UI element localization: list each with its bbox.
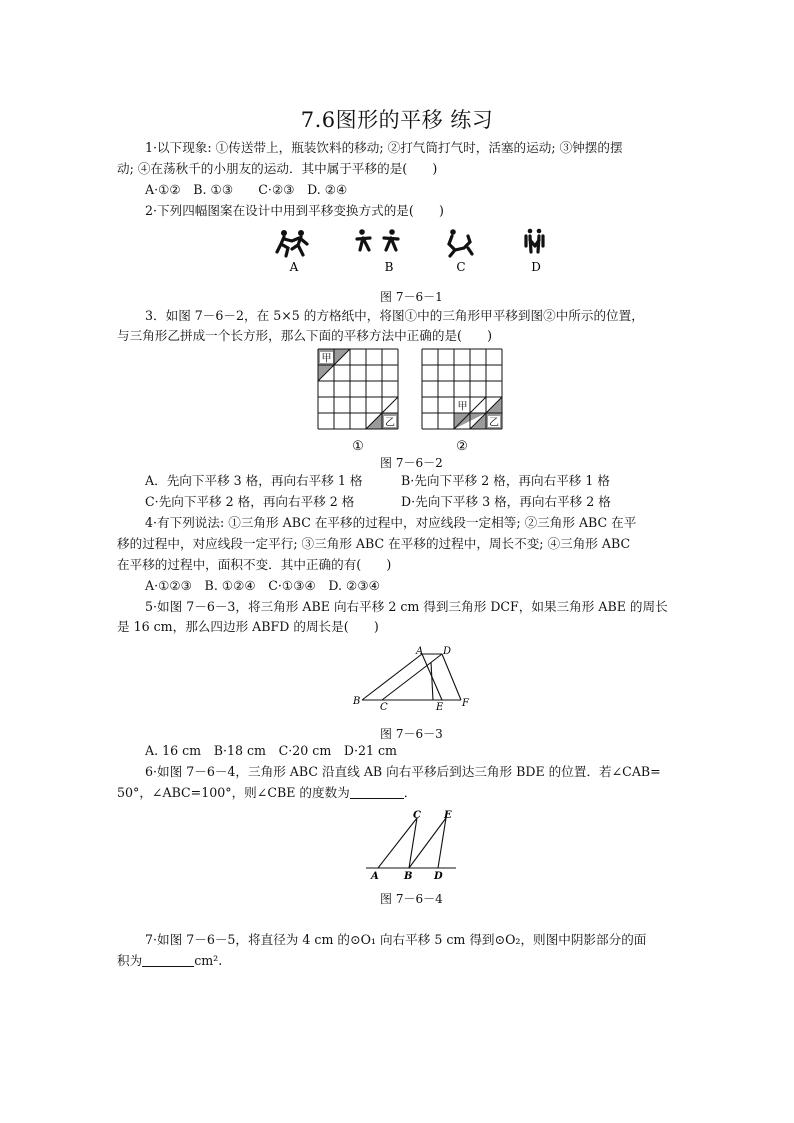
- triangle-jia-label: 甲: [321, 353, 332, 365]
- q6-point-a-label: A: [371, 871, 379, 882]
- q3-option-a: A．先向下平移 3 格，再向右平移 1 格: [145, 473, 363, 488]
- point-b-label: B: [353, 696, 361, 707]
- q6-line2-end: ．: [403, 785, 417, 800]
- pattern-c-icon: [449, 229, 472, 256]
- q6-answer-blank[interactable]: [350, 786, 404, 799]
- q6-point-c-label: C: [413, 810, 421, 821]
- q5-line1: 5·如图 7－6－3，将三角形 ABE 向右平移 2 cm 得到三角形 DCF，如果三角形 ABE 的周长: [145, 599, 668, 614]
- grid-figure-1: [318, 349, 398, 454]
- point-d-label: D: [443, 646, 452, 657]
- q6-line2: [117, 785, 416, 801]
- q1-options: A·①② B. ①③ C·②③ D. ②④: [145, 182, 348, 197]
- q1-line1: 1·以下现象: ①传送带上，瓶装饮料的移动; ②打气筒打气时，活塞的运动; ③钟摆的摆: [145, 140, 623, 155]
- q7-line1: 7·如图 7－6－5，将直径为 4 cm 的⊙O₁ 向右平移 5 cm 得到⊙O₂，则图中阴影部分的面: [145, 932, 647, 947]
- pattern-a-icon: [277, 230, 307, 256]
- figure-7-6-4: [360, 806, 460, 882]
- q1-line2: 动; ④在荡秋千的小朋友的运动．其中属于平移的是( ): [117, 161, 438, 176]
- point-c-label: C: [380, 702, 388, 713]
- q4-line1: 4·有下列说法: ①三角形 ABC 在平移的过程中，对应线段一定相等; ②三角形 ABC 在平: [145, 515, 637, 530]
- q3-grid-figures: [312, 344, 512, 454]
- translated-jia-label: 甲: [457, 401, 468, 413]
- q7-answer-blank[interactable]: [142, 954, 194, 967]
- figure-caption-7-6-2: 图 7－6－2: [380, 456, 443, 470]
- q3-line2: 与三角形乙拼成一个长方形，那么下面的平移方法中正确的是( ): [117, 328, 493, 343]
- q6-point-e-label: E: [444, 810, 452, 821]
- grid-figure-2: [422, 349, 502, 454]
- pattern-label-b: B: [384, 260, 394, 274]
- grid-2-label: ②: [456, 439, 468, 454]
- q5-options: A. 16 cm B·18 cm C·20 cm D·21 cm: [145, 743, 397, 758]
- q4-options: A·①②③ B. ①②④ C·①③④ D. ②③④: [145, 578, 380, 593]
- pattern-label-a: A: [289, 260, 299, 274]
- pattern-label-d: D: [531, 260, 541, 274]
- page-title: 7.6图形的平移 练习: [300, 108, 494, 132]
- q5-line2: 是 16 cm，那么四边形 ABFD 的周长是( ): [117, 619, 379, 634]
- q6-line1: 6·如图 7－6－4，三角形 ABC 沿直线 AB 向右平移后到达三角形 BDE 的位置．若∠CAB=: [145, 764, 661, 779]
- point-e-label: E: [436, 702, 444, 713]
- q6-point-d-label: D: [434, 871, 443, 882]
- grid-1-label: ①: [352, 439, 364, 454]
- figure-7-6-3: [345, 642, 480, 714]
- q7-line2-text: 积为: [117, 953, 143, 968]
- q7-line2: [117, 953, 222, 969]
- q3-option-c: C·先向下平移 2 格，再向右平移 2 格: [145, 494, 355, 509]
- q6-point-b-label: B: [404, 871, 413, 882]
- triangle-yi-label: 乙: [385, 417, 395, 429]
- translated-yi-label: 乙: [489, 417, 499, 429]
- point-a-label: A: [416, 646, 424, 657]
- figure-caption-7-6-3: 图 7－6－3: [380, 727, 443, 741]
- q4-line3: 在平移的过程中，面积不变．其中正确的有( ): [117, 557, 392, 572]
- q4-line2: 移的过程中，对应线段一定平行; ③三角形 ABC 在平移的过程中，周长不变; ④三角形 ABC: [117, 536, 631, 551]
- q3-option-d: D·先向下平移 3 格，再向右平移 2 格: [401, 494, 611, 509]
- q3-option-b: B·先向下平移 2 格，再向右平移 1 格: [401, 473, 611, 488]
- q3-line1: 3．如图 7－6－2，在 5×5 的方格纸中，将图①中的三角形甲平移到图②中所示的位置，: [145, 308, 644, 323]
- q7-line2-unit: cm².: [194, 953, 223, 968]
- pattern-d-icon: [526, 229, 543, 252]
- figure-caption-7-6-1: 图 7－6－1: [380, 290, 443, 304]
- pattern-label-c: C: [456, 260, 466, 274]
- figure-caption-7-6-4: 图 7－6－4: [380, 892, 443, 906]
- q2-pattern-figures: [268, 224, 558, 280]
- point-f-label: F: [462, 698, 469, 709]
- q2-line1: 2·下列四幅图案在设计中用到平移变换方式的是( ): [145, 203, 444, 218]
- q6-line2-text: 50°，∠ABC=100°，则∠CBE 的度数为: [117, 785, 350, 800]
- pattern-b-icon: [357, 229, 398, 250]
